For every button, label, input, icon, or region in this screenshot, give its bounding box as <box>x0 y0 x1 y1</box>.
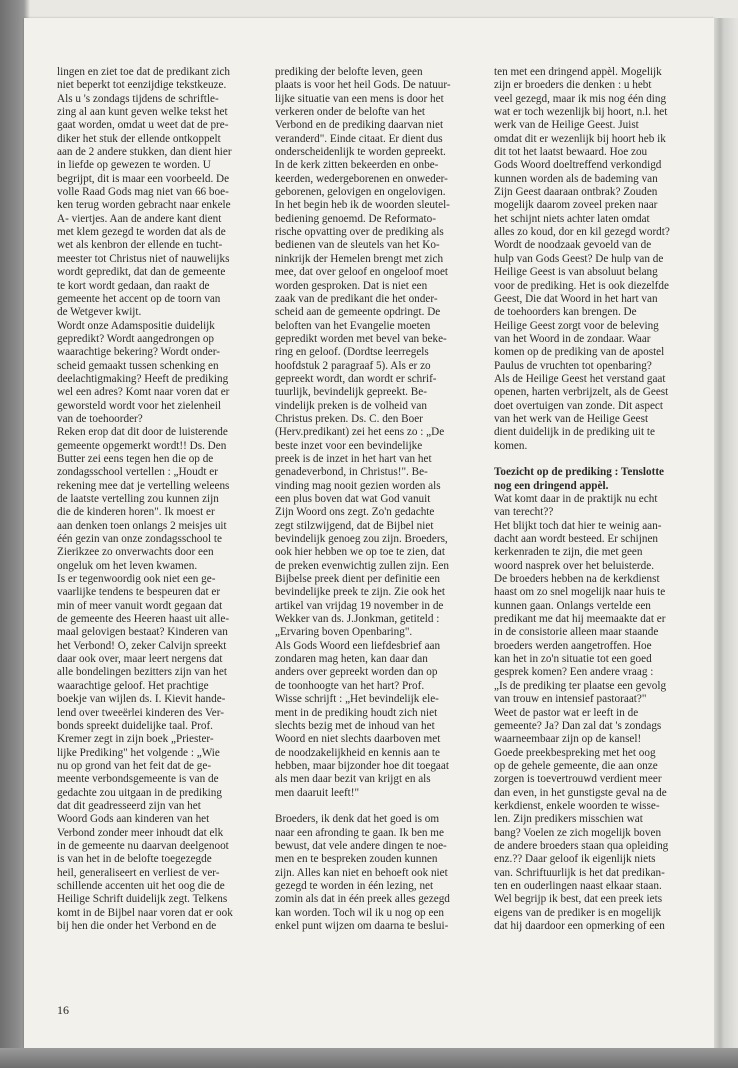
text-line: het Verbond! O, zeker Calvijn spreekt <box>57 639 227 652</box>
text-line: rische opvatting over de prediking als <box>275 226 444 239</box>
text-line: het schijnt niets achter laten omdat <box>494 212 650 225</box>
text-line: ment in de prediking houdt zich niet <box>275 706 438 719</box>
text-line: Woord Gods aan kinderen van het <box>57 813 210 826</box>
text-line: met klem gezegd te worden dat als de <box>57 226 226 239</box>
text-line: (Herv.predikant) zei het eens zo : „De <box>275 426 445 439</box>
text-line: beste inzet voor een bevindelijke <box>275 439 423 452</box>
text-line: is van het in de belofte toegezegde <box>57 853 212 866</box>
text-line: ring en geloof. (Dordtse leerregels <box>275 346 429 359</box>
text-line: haast om zo snel mogelijk naar huis te <box>494 586 666 599</box>
text-line: preek is de inzet in het hart van het <box>275 452 432 465</box>
page-right-edge <box>714 18 738 1048</box>
text-column-2 <box>275 66 484 933</box>
text-line: dat hij daardoor een opmerking of een <box>494 920 665 932</box>
text-line: Zijn Woord ons zegt. Zo'n gedachte <box>275 506 435 519</box>
text-line: ninkrijk der Hemelen brengt met zich <box>275 252 444 265</box>
text-line: veranderd". Einde citaat. Er dient dus <box>275 132 443 145</box>
text-column-3 <box>494 66 702 933</box>
text-line: diker het stuk der ellende ontkoppelt <box>57 132 221 145</box>
text-line: ongeluk om het leven kwamen. <box>57 559 198 572</box>
text-line: vinding mag nooit gezien worden als <box>275 479 441 492</box>
text-line: Broeders, ik denk dat het goed is om <box>275 813 440 826</box>
text-line: gemeente? Ja? Dan zal dat 's zondags <box>494 719 662 732</box>
text-line: mogelijk daarom zoveel preken naar <box>494 199 658 212</box>
text-line: ten met een dringend appèl. Mogelijk <box>494 66 662 78</box>
text-line: Paulus de vruchten tot openbaring? <box>494 359 652 372</box>
text-line: onderscheidenlijk te worden gepreekt. <box>275 146 446 159</box>
text-line: zijn. Alles kan niet en behoeft ook niet <box>275 866 448 879</box>
text-line: lend over tweeërlei kinderen des Ver- <box>57 706 224 719</box>
text-line: Bijbelse preek dient per definitie een <box>275 573 440 586</box>
text-line: worden gesproken. Dat is niet een <box>275 279 428 292</box>
text-line: In de kerk zitten bekeerden en onbe- <box>275 159 439 172</box>
text-line: genadeverbond, in Christus!". Be- <box>275 466 428 479</box>
text-line: de preken evenwichtig zullen zijn. Een <box>275 559 449 572</box>
text-line: gezegd te worden in één lezing, net <box>275 879 434 892</box>
text-line: de laatste vertelling zou kunnen zijn <box>57 493 219 505</box>
text-line: Wisse schrijft : „Het bevindelijk ele- <box>275 693 439 706</box>
text-line: slechts bezig met de inhoud van het <box>275 719 435 732</box>
text-line: kan worden. Toch wil ik u nog op een <box>275 906 444 919</box>
text-line: vaarlijke tendens te bespeuren dat er <box>57 586 221 599</box>
text-line: waarachtige bekering? Wordt onder- <box>57 346 220 359</box>
text-line: de noodzakelijkheid en kennis aan te <box>275 746 440 759</box>
text-line: Christus preken. Ds. C. den Boer <box>275 412 423 425</box>
text-line: de andere broeders staan qua opleiding <box>494 839 669 852</box>
text-line: kerkdienst, enkele woorden te wisse- <box>494 799 660 812</box>
text-line: beloften van het Evangelie moeten <box>275 319 431 332</box>
text-line: waarachtige geloof. Het prachtige <box>57 679 209 692</box>
text-line: gedachte zou uitgaan in de prediking <box>57 786 222 799</box>
scan-bottom-edge <box>0 1048 738 1068</box>
text-line: Wekker van ds. J.Jonkman, getiteld : <box>275 613 440 626</box>
text-line: in de consistorie alleen maar staande <box>494 626 659 639</box>
text-line: tuurlijk, bevindelijk gepreekt. Be- <box>275 386 427 399</box>
text-line: Zijn Geest daaraan ontbrak? Zouden <box>494 186 658 199</box>
text-line: zondaren mag heten, kan daar dan <box>275 653 428 666</box>
text-line: van trouw en intensief pastoraat?" <box>494 693 647 706</box>
text-line: wat er toch wezenlijk bij hoort, n.l. het <box>494 106 668 119</box>
text-line: bevindelijk genoeg zou zijn. Broeders, <box>275 533 448 546</box>
text-line: prediking der belofte leven, geen <box>275 66 423 78</box>
text-line: anders over gepreekt worden dan op <box>275 666 438 679</box>
text-line: gaat worden, omdat u weet dat de pre- <box>57 119 229 132</box>
text-line: als men daar bezit van krijgt en als <box>275 773 431 786</box>
text-line: eigens van de prediker is en mogelijk <box>494 906 662 919</box>
text-line: verkeren onder de belofte van het <box>275 106 426 119</box>
text-line: Als Gods Woord een liefdesbrief aan <box>275 639 441 652</box>
text-line: dat dit geadresseerd zijn van het <box>57 799 201 812</box>
text-line: dacht aan wordt besteed. Er schijnen <box>494 533 659 546</box>
text-line: Heilige Schrift duidelijk zegt. Telkens <box>57 893 228 906</box>
text-line: meester tot Christus niet of nauwelijks <box>57 252 230 265</box>
text-line: Heilige Geest zorgt voor de beleving <box>494 319 659 332</box>
text-line: schillende accenten uit het oog die de <box>57 879 225 892</box>
text-line: lijke situatie van een mens is door het <box>275 92 444 105</box>
paragraph-gap <box>275 800 484 813</box>
text-line: In het begin heb ik de woorden sleutel- <box>275 199 450 212</box>
text-line: kunnen worden als de bademing van <box>494 172 658 185</box>
text-line: deelachtigmaking? Heeft de prediking <box>57 372 229 385</box>
text-line: geworsteld wordt voor het zielenheil <box>57 399 222 412</box>
text-line: Weet de pastor wat er leeft in de <box>494 706 639 719</box>
text-line: Wordt onze Adamspositie duidelijk <box>57 319 215 332</box>
text-line: aan denken toen onlangs 2 meisjes uit <box>57 519 227 532</box>
text-line: gepreekt wordt, dan wordt er schrif- <box>275 372 437 385</box>
text-line: van. Schriftuurlijk is het dat predikan- <box>494 866 665 879</box>
text-line: Wordt de noodzaak gevoeld van de <box>494 239 652 252</box>
text-line: „Ervaring boven Openbaring". <box>275 626 413 639</box>
text-line: zorgen is toevertrouwd verdient meer <box>494 773 662 786</box>
text-line: alles zo koud, dor en kil gezegd wordt? <box>494 226 670 239</box>
text-line: zijn er broeders die denken : u hebt <box>494 79 652 92</box>
text-line: mee, dat over geloof en ongeloof moet <box>275 266 449 279</box>
text-line: rekening mee dat je vertelling weleens <box>57 479 230 492</box>
text-line: keerden, wedergeborenen en onweder- <box>275 172 448 185</box>
text-line: dient duidelijk in de prediking uit te <box>494 426 655 439</box>
text-line: Wat komt daar in de praktijk nu echt <box>494 493 658 505</box>
text-line: gepredikt worden met bevel van beke- <box>275 332 447 345</box>
text-line: Zierikzee zo onverwachts door een <box>57 546 214 559</box>
text-line: bedienen van de sleutels van het Ko- <box>275 239 440 252</box>
text-line: doet overtuigen van zonde. Dit aspect <box>494 399 663 412</box>
text-line: lijke Prediking" het volgende : „Wie <box>57 746 220 759</box>
text-line: predikant me dat hij meemaakte dat er <box>494 613 666 626</box>
text-line: nu op grond van het feit dat de ge- <box>57 759 212 772</box>
text-line: min of meer vanuit wordt gegaan dat <box>57 599 223 612</box>
text-column-1 <box>57 66 265 933</box>
text-line: komen. <box>494 439 528 452</box>
text-line: een plus boven dat wat God vanuit <box>275 493 431 505</box>
text-line: artikel van vrijdag 19 november in de <box>275 599 444 612</box>
text-line: dit tot het laatst bewaard. Hoe zou <box>494 146 648 159</box>
text-line: len. Zijn predikers misschien wat <box>494 813 643 826</box>
text-line: Is er tegenwoordig ook niet een ge- <box>57 573 216 586</box>
text-line: Kremer zegt in zijn boek „Priester- <box>57 733 214 746</box>
paragraph-gap <box>494 453 702 466</box>
text-line: hebben, maar bijzonder hoe dit toegaat <box>275 759 449 772</box>
text-line: Wel begrijp ik best, dat een preek iets <box>494 893 663 906</box>
text-line: zaak van de predikant die het onder- <box>275 292 438 305</box>
text-line: woord nasprek over het beluisterde. <box>494 559 654 572</box>
text-line: alle bondelingen bezitters zijn van het <box>57 666 227 679</box>
text-line: geborenen, gelovigen en ongelovigen. <box>275 186 446 199</box>
text-line: één gezin van onze zondagsschool te <box>57 533 222 546</box>
text-line: van het Woord in de zondaar. Waar <box>494 332 651 345</box>
text-line: voor de prediking. Het is ook diezelfde <box>494 279 669 292</box>
page-number: 16 <box>57 1003 69 1017</box>
text-line: bediening genoemd. De Reformato- <box>275 212 436 225</box>
text-line: hulp van Gods Geest? De hulp van de <box>494 252 664 265</box>
text-line: ten en ouderlingen naast elkaar staan. <box>494 879 662 892</box>
text-line: zomin als dat in één preek alles gezegd <box>275 893 450 906</box>
text-line: lingen en ziet toe dat de predikant zich <box>57 66 231 78</box>
text-line: van terecht?? <box>494 506 554 519</box>
text-line: Als u 's zondags tijdens de schriftle- <box>57 92 219 105</box>
text-line: Reken erop dat dit door de luisterende <box>57 426 228 439</box>
text-line: in de gemeente nu daarvan deelgenoot <box>57 839 229 852</box>
section-heading-line: nog een dringend appèl. <box>494 479 609 492</box>
text-line: bij hen die onder het Verbond en de <box>57 920 217 932</box>
text-line: plaats is voor het heil Gods. De natuur- <box>275 79 451 92</box>
text-line: Geest, Die dat Woord in het hart van <box>494 292 658 305</box>
text-line: kerkenraden te zijn, die met geen <box>494 546 643 559</box>
text-line: zing al aan kunt geven welke tekst het <box>57 106 228 119</box>
text-line: Het blijkt toch dat hier te weinig aan- <box>494 519 662 532</box>
text-line: de toehoorders kan brengen. De <box>494 306 637 319</box>
text-line: gesprek komen? Een andere vraag : <box>494 666 654 679</box>
text-line: Gods Woord doeltreffend verkondigd <box>494 159 662 172</box>
text-line: meente verbondsgemeente is van de <box>57 773 219 786</box>
text-line: scheid gemaakt tussen schenking en <box>57 359 219 372</box>
section-heading-line: Toezicht op de prediking : Tenslotte <box>494 466 665 479</box>
text-line: wet als kenbron der ellende en tucht- <box>57 239 223 252</box>
text-line: broeders werden aangetroffen. Hoe <box>494 639 652 652</box>
text-line: de gemeente des Heeren haast uit alle- <box>57 613 230 626</box>
text-line: scheid aan de gemeente opdringt. De <box>275 306 441 319</box>
text-line: aan de 2 andere stukken, dan dient hier <box>57 146 232 159</box>
text-line: bevindelijke preek te zijn. Zie ook het <box>275 586 445 599</box>
text-line: die de kinderen horen". Ik moest er <box>57 506 215 519</box>
text-line: bang? Voelen ze zich mogelijk boven <box>494 826 662 839</box>
text-line: gemeente het accent op de toorn van <box>57 292 221 305</box>
text-line: veel gezegd, maar ik mis nog één ding <box>494 92 667 105</box>
text-line: vindelijk preken is de volheid van <box>275 399 427 412</box>
text-line: kunnen gaan. Onlangs vertelde een <box>494 599 651 612</box>
text-line: De broeders hebben na de kerkdienst <box>494 573 660 586</box>
text-line: wordt gepredikt, dat dan de gemeente <box>57 266 226 279</box>
text-line: daar ook over, maar leert nergens dat <box>57 653 223 666</box>
text-line: men en te bespreken zouden kunnen <box>275 853 438 866</box>
text-line: dan even, in het gunstigste geval na de <box>494 786 667 799</box>
text-line: Verbond en de prediking daarvan niet <box>275 119 444 132</box>
text-line: Woord en niet slechts daarboven met <box>275 733 441 746</box>
text-line: te kort wordt gedaan, dan raakt de <box>57 279 210 292</box>
text-line: werk van de Heilige Geest. Juist <box>494 119 639 132</box>
text-line: Heilige Geest is van absoluut belang <box>494 266 658 279</box>
text-line: gemeente opgemerkt wordt!! Ds. Den <box>57 439 227 452</box>
text-line: van de toehoorder? <box>57 412 143 425</box>
text-line: niet beperkt tot eenzijdige tekstkeuze. <box>57 79 227 92</box>
text-line: Butter zei eens tegen hen die op de <box>57 452 214 465</box>
text-line: bewust, dat vele andere dingen te noe- <box>275 839 447 852</box>
text-line: zondagsschool vertellen : „Houdt er <box>57 466 218 479</box>
text-line: hoofdstuk 2 paragraaf 5). Als er zo <box>275 359 431 372</box>
text-line: kan het in zo'n situatie tot een goed <box>494 653 652 666</box>
text-line: komen op de prediking van de apostel <box>494 346 665 359</box>
text-line: ook hier hebben we op toe te zien, dat <box>275 546 445 559</box>
text-line: in liefde op gewezen te worden. U <box>57 159 211 172</box>
text-line: volle Raad Gods mag niet van 66 boe- <box>57 186 229 199</box>
text-line: Verbond zonder meer inhoudt dat elk <box>57 826 224 839</box>
text-line: „Is de prediking ter plaatse een gevolg <box>494 679 667 692</box>
text-line: heil, generaliseert en verliest de ver- <box>57 866 220 879</box>
text-line: gepredikt? Wordt aangedrongen op <box>57 332 215 345</box>
text-line: wel een adres? Komt naar voren dat er <box>57 386 230 399</box>
text-line: A- viertjes. Aan de andere kant dient <box>57 212 222 225</box>
text-line: de Wetgever kwijt. <box>57 306 142 319</box>
text-line: waarneembaar zijn op de kansel! <box>494 733 642 746</box>
text-line: men daaruit leeft!" <box>275 786 360 799</box>
text-line: openen, harten verbrijzelt, als de Geest <box>494 386 669 399</box>
text-line: maal gelovigen bestaat? Kinderen van <box>57 626 228 639</box>
text-line: enkel punt wijzen om daarna te beslui- <box>275 920 449 932</box>
text-line: op de gehele gemeente, die aan onze <box>494 759 658 772</box>
text-line: ken terug worden gebracht naar enkele <box>57 199 231 212</box>
text-line: Als de Heilige Geest het verstand gaat <box>494 372 666 385</box>
text-line: de toonhoogte van het hart? Prof. <box>275 679 425 692</box>
text-line: Goede preekbespreking met het oog <box>494 746 656 759</box>
text-line: begrijpt, dit is maar een voorbeeld. De <box>57 172 230 185</box>
text-line: omdat dit er wezenlijk bij hoort heb ik <box>494 132 666 145</box>
text-line: boekje van wijlen ds. I. Kievit hande- <box>57 693 226 706</box>
text-line: zegt stilzwijgend, dat de Bijbel niet <box>275 519 434 532</box>
text-line: enz.?? Daar geloof ik eigenlijk niets <box>494 853 656 866</box>
text-line: bonds spreekt duidelijke taal. Prof. <box>57 719 213 732</box>
text-line: van het werk van de Heilige Geest <box>494 412 649 425</box>
text-line: komt in de Bijbel naar voren dat er ook <box>57 906 233 919</box>
text-line: naar een afronding te gaan. Ik ben me <box>275 826 444 839</box>
